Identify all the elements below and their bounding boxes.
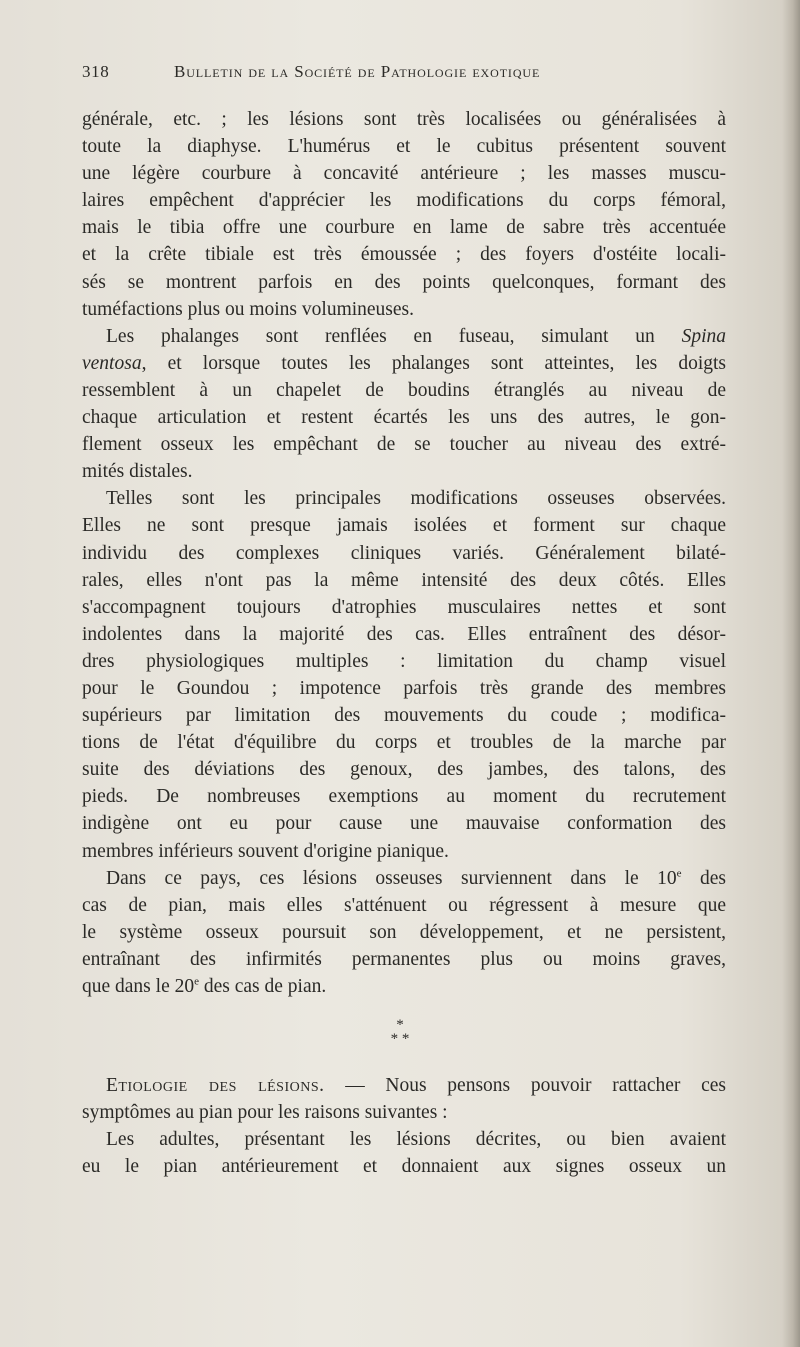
text-line: générale, etc. ; les lésions sont très localisées ou généralisées à — [82, 109, 726, 130]
italic-term: Spina — [681, 325, 726, 347]
text-line: suite des déviations des genoux, des jambes, des talons, des — [82, 759, 726, 781]
text-line: individu des complexes cliniques variés. Généralement bilaté- — [82, 542, 726, 564]
text-line: une légère courbure à concavité antérieure ; les masses muscu- — [82, 163, 726, 185]
text-line: s'accompagnent toujours d'atrophies musculaires nettes et sont — [82, 596, 726, 618]
text-line — [82, 350, 726, 377]
text-line: laires empêchent d'apprécier les modifications du corps fémoral, — [82, 190, 726, 212]
text-fragment: que dans le 20 — [82, 976, 195, 997]
text-line: Les adultes, présentant les lésions décrites, ou bien avaient — [106, 1129, 726, 1151]
text-line: rales, elles n'ont pas la même intensité des deux côtés. Elles — [82, 569, 726, 591]
text-line: chaque articulation et restent écartés les uns des autres, le gon- — [82, 407, 726, 429]
text-line: et la crête tibiale est très émoussée ; des foyers d'ostéite locali- — [82, 244, 726, 266]
text-fragment: , et lorsque toutes les phalanges sont atteintes, les doigts — [141, 352, 726, 374]
text-line: Elles ne sont presque jamais isolées et forment sur chaque — [82, 515, 726, 537]
text-line: cas de pian, mais elles s'atténuent ou régressent à mesure que — [82, 894, 726, 916]
page-edge-shadow — [782, 0, 800, 1347]
text-line — [82, 973, 726, 1000]
text-line: pieds. De nombreuses exemptions au moment du recrutement — [82, 786, 726, 808]
asterism-top: * — [396, 1017, 404, 1033]
section-etiologie — [82, 1072, 726, 1180]
running-title: Bulletin de la Société de Pathologie exotique — [174, 62, 541, 81]
em-dash: — — [324, 1075, 386, 1096]
text-fragment: des cas de pian. — [199, 976, 327, 997]
text-line: toute la diaphyse. L'humérus et le cubitus présentent souvent — [82, 136, 726, 158]
text-line: tions de l'état d'équilibre du corps et troubles de la marche par — [82, 732, 726, 754]
text-line: symptômes au pian pour les raisons suivantes : — [82, 1102, 448, 1124]
text-line: eu le pian antérieurement et donnaient aux signes osseux un — [82, 1156, 726, 1178]
text-line: mais le tibia offre une courbure en lame de sabre très accentuée — [82, 217, 726, 239]
page-number: 318 — [82, 62, 110, 81]
text-fragment: des — [681, 867, 726, 889]
text-line: indigène ont eu pour cause une mauvaise conformation des — [82, 813, 726, 835]
text-line: tuméfactions plus ou moins volumineuses. — [82, 298, 415, 320]
section-heading: Etiologie des lésions. — [106, 1075, 325, 1096]
text-line — [82, 865, 726, 892]
text-line: supérieurs par limitation des mouvements du coude ; modifica- — [82, 705, 726, 727]
text-line: entraînant des infirmités permanentes plus ou moins graves, — [82, 948, 726, 970]
body-text — [82, 106, 726, 1000]
text-line: flement osseux les empêchant de se toucher au niveau des extré- — [82, 434, 726, 456]
text-line: Telles sont les principales modifications osseuses observées. — [106, 488, 726, 510]
superscript: e — [194, 975, 199, 988]
text-line: indolentes dans la majorité des cas. Elles entraînent des désor- — [82, 623, 726, 645]
text-line: pour le Goundou ; impotence parfois très grande des membres — [82, 677, 726, 699]
text-line: ressemblent à un chapelet de boudins étranglés au niveau de — [82, 379, 726, 401]
text-line: sés se montrent parfois en des points quelconques, formant des — [82, 271, 726, 293]
asterism-bottom: * * — [390, 1031, 410, 1047]
italic-term: ventosa — [82, 352, 142, 374]
text-line: membres inférieurs souvent d'origine pianique. — [82, 840, 449, 862]
text-line — [82, 323, 726, 350]
text-fragment: Nous pensons pouvoir rattacher ces — [385, 1075, 726, 1096]
text-line: mités distales. — [82, 461, 193, 483]
asterism-divider — [380, 1018, 420, 1046]
text-line — [82, 1072, 726, 1099]
superscript: e — [676, 867, 682, 880]
text-line: le système osseux poursuit son développement, et ne persistent, — [82, 921, 726, 943]
text-fragment: Dans ce pays, ces lésions osseuses surviennent dans le 10 — [106, 867, 677, 889]
text-fragment: Les phalanges sont renflées en fuseau, simulant un — [106, 325, 682, 347]
text-line: dres physiologiques multiples : limitation du champ visuel — [82, 650, 726, 672]
